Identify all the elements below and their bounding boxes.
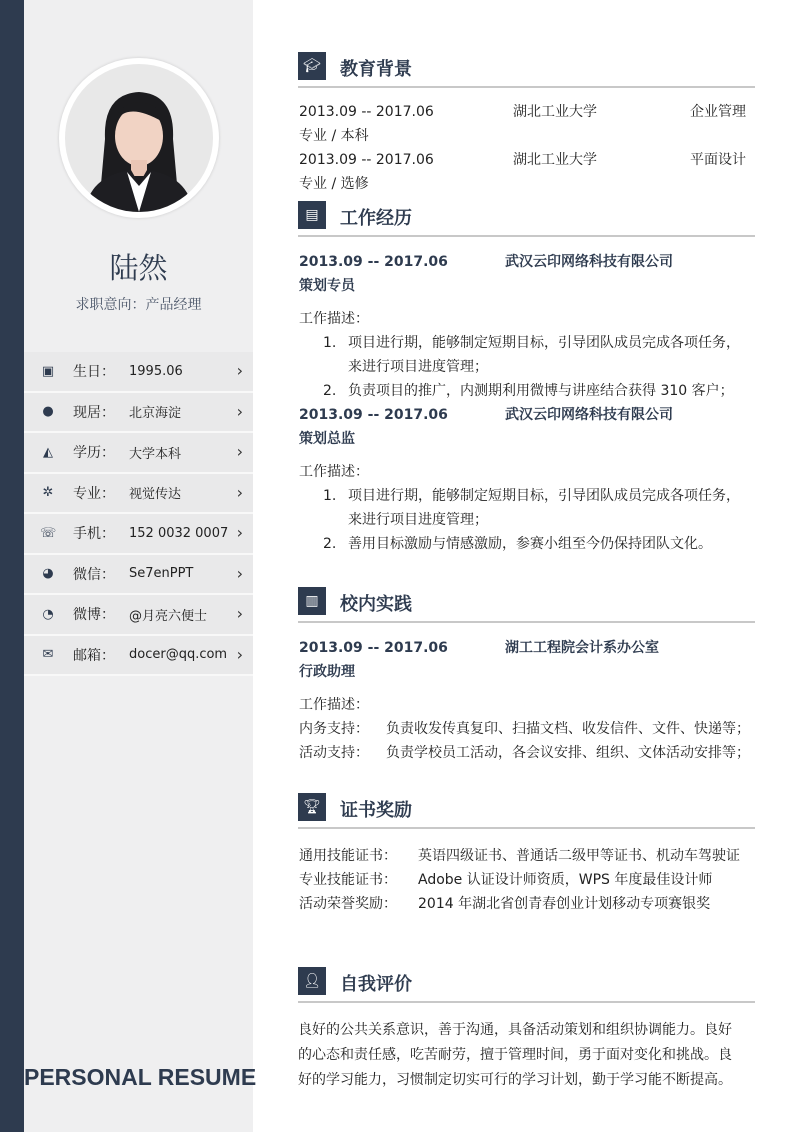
graduation-cap-icon: 🎓︎ — [298, 52, 326, 80]
edu-date: 2013.09 -- 2017.06 — [299, 104, 434, 120]
info-label: 微信： — [73, 566, 115, 583]
graduation-cap-icon: ◭ — [43, 444, 53, 460]
info-value: 1995.06 — [129, 363, 183, 379]
edu-major: 企业管理 — [690, 104, 746, 120]
chevron-right-icon: › — [236, 644, 243, 664]
section-title: 证书奖励 — [340, 800, 412, 821]
chevron-right-icon: › — [236, 442, 243, 461]
award-key: 活动荣誉奖励： — [299, 896, 397, 912]
chevron-right-icon: › — [236, 523, 243, 542]
job-date: 2013.09 -- 2017.06 — [299, 407, 448, 423]
award-value: Adobe 认证设计师资质，WPS 年度最佳设计师 — [418, 872, 713, 888]
job-company: 武汉云印网络科技有限公司 — [505, 407, 673, 423]
chevron-right-icon: › — [236, 563, 243, 583]
section-campus — [298, 587, 755, 623]
info-row[interactable] — [24, 555, 253, 596]
list-number: 1. — [323, 488, 337, 504]
award-key: 通用技能证书： — [299, 848, 397, 864]
mail-icon: ✉ — [42, 647, 54, 663]
user-icon: 👤︎ — [298, 967, 326, 995]
personal-info-list — [24, 352, 253, 676]
self-eval-line: 良好的公共关系意识，善于沟通，具备活动策划和组织协调能力。良好 — [298, 1022, 732, 1038]
chevron-right-icon: › — [236, 361, 243, 380]
list-number: 2. — [323, 536, 337, 552]
job-role: 策划总监 — [299, 431, 355, 447]
chevron-right-icon: › — [236, 401, 243, 421]
info-label: 邮箱： — [73, 647, 115, 664]
info-row[interactable] — [24, 352, 253, 393]
info-row[interactable] — [24, 433, 253, 474]
campus-org: 湖工工程院会计系办公室 — [505, 640, 659, 656]
desc-item: 来进行项目进度管理； — [348, 512, 488, 528]
job-company: 武汉云印网络科技有限公司 — [505, 254, 673, 270]
accent-strip — [0, 0, 24, 1132]
campus-role: 行政助理 — [299, 664, 355, 680]
info-label: 手机： — [73, 526, 115, 543]
location-icon: ● — [42, 404, 54, 420]
candidate-name: 陆然 — [109, 251, 168, 285]
edu-major: 平面设计 — [690, 152, 746, 168]
chevron-right-icon: › — [236, 482, 243, 502]
list-number: 2. — [323, 383, 337, 399]
desc-item: 善用目标激励与情感激励，参赛小组至今仍保持团队文化。 — [348, 536, 712, 552]
info-value: 视觉传达 — [129, 487, 182, 503]
section-title: 自我评价 — [340, 974, 412, 995]
info-value: @月亮六便士 — [129, 608, 208, 624]
chart-icon: ▥ — [298, 587, 326, 615]
edu-date: 2013.09 -- 2017.06 — [299, 152, 434, 168]
list-number: 1. — [323, 335, 337, 351]
desc-item: 项目进行期，能够制定短期目标，引导团队成员完成各项任务， — [348, 488, 740, 504]
desc-item: 项目进行期，能够制定短期目标，引导团队成员完成各项任务， — [348, 335, 740, 351]
section-self-evaluation — [298, 967, 755, 1003]
info-value: Se7enPPT — [129, 566, 194, 582]
info-row[interactable] — [24, 393, 253, 434]
info-label: 专业： — [73, 485, 115, 502]
self-eval-line: 好的学习能力，习惯制定切实可行的学习计划，勤于学习能不断提高。 — [298, 1072, 732, 1088]
campus-value: 负责学校员工活动，各会议安排、组织、文体活动安排等； — [386, 745, 750, 761]
personal-resume-footer: PERSONAL RESUME — [24, 1064, 257, 1090]
info-row[interactable] — [24, 514, 253, 555]
section-title: 工作经历 — [340, 208, 412, 229]
info-value: docer@qq.com — [129, 647, 228, 663]
section-title: 教育背景 — [340, 59, 412, 80]
desc-label: 工作描述： — [299, 464, 369, 480]
edu-degree: 专业 / 选修 — [299, 176, 369, 192]
desc-item: 来进行项目进度管理； — [348, 359, 488, 375]
campus-date: 2013.09 -- 2017.06 — [299, 640, 448, 656]
info-row[interactable] — [24, 595, 253, 636]
info-row[interactable] — [24, 474, 253, 515]
award-value: 英语四级证书、普通话二级甲等证书、机动车驾驶证 — [418, 848, 740, 864]
desc-label: 工作描述： — [299, 697, 369, 713]
section-title: 校内实践 — [340, 594, 412, 615]
info-label: 生日： — [73, 364, 115, 381]
self-eval-line: 的心态和责任感，吃苦耐劳，擅于管理时间，勇于面对变化和挑战。良 — [298, 1047, 732, 1063]
info-label: 学历： — [73, 445, 115, 462]
info-label: 现居： — [73, 404, 115, 421]
edu-school: 湖北工业大学 — [513, 104, 597, 120]
award-key: 专业技能证书： — [299, 872, 397, 888]
chevron-right-icon: › — [236, 604, 243, 623]
edu-school: 湖北工业大学 — [513, 152, 597, 168]
gear-icon: ✲ — [42, 485, 54, 501]
info-value: 大学本科 — [129, 446, 182, 462]
info-value: 152 0032 0007 — [129, 525, 229, 541]
section-work — [298, 201, 755, 237]
phone-icon: ☏ — [40, 525, 57, 541]
info-label: 微博： — [73, 607, 115, 624]
info-value: 北京海淀 — [129, 406, 182, 422]
section-awards — [298, 793, 755, 829]
campus-value: 负责收发传真复印、扫描文档、收发信件、文件、快递等； — [386, 721, 750, 737]
calendar-icon: ▣ — [41, 363, 55, 379]
avatar — [59, 58, 219, 218]
book-icon: ▤ — [298, 201, 326, 229]
info-row[interactable] — [24, 636, 253, 677]
job-role: 策划专员 — [299, 278, 355, 294]
campus-key: 内务支持： — [299, 721, 369, 737]
job-date: 2013.09 -- 2017.06 — [299, 254, 448, 270]
desc-label: 工作描述： — [299, 311, 369, 327]
job-intent: 求职意向：产品经理 — [75, 297, 202, 313]
desc-item: 负责项目的推广，内测期利用微博与讲座结合获得 310 客户； — [348, 383, 734, 399]
campus-key: 活动支持： — [299, 745, 369, 761]
weibo-icon: ◔ — [42, 606, 54, 622]
section-education — [298, 52, 755, 88]
trophy-icon: 🏆︎ — [298, 793, 326, 821]
edu-degree: 专业 / 本科 — [299, 128, 369, 144]
award-value: 2014 年湖北省创青春创业计划移动专项赛银奖 — [418, 896, 711, 912]
wechat-icon: ◕ — [42, 566, 54, 582]
